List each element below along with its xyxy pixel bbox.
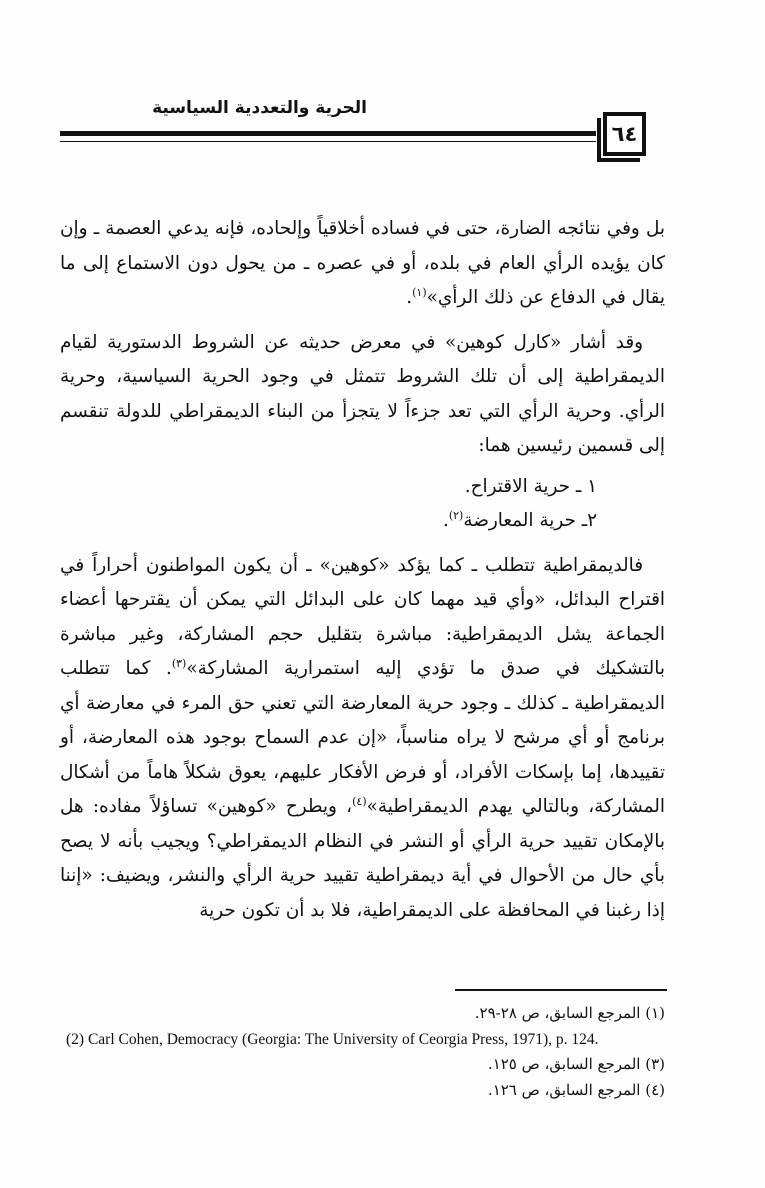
- list-item-2: [60, 504, 665, 539]
- footnote-1: (١) المرجع السابق، ص ٢٨-٢٩.: [474, 1004, 665, 1022]
- paragraph-3: [60, 549, 665, 929]
- footnote-separator: [455, 989, 667, 991]
- footnote-3: (٣) المرجع السابق، ص ١٢٥.: [487, 1055, 665, 1073]
- header-rule-thin: [60, 141, 596, 142]
- paragraph-1-text: بل وفي نتائجه الضارة، حتى في فساده أخلاقياً وإلحاده، فإنه يدعي العصمة ـ وإن كان يؤيده الرأي العام في بلده، أو في عصره ـ من يحول دون الاستماع إلى ما يقال في الدفاع عن ذلك الرأي»: [60, 218, 665, 308]
- paragraph-3-text-b: . كما تتطلب الديمقراطية ـ كذلك ـ وجود حرية المعارضة التي تعني حق المرء في معارضة أي برنامج أو أي مرشح لا يراه مناسباً، «إن عدم السماح بوجود هذه المعارضة، أو تقييدها، إما بإسكات الأفراد، أو فرض الأفكار عليهم، يعوق شكلاً هاماً من أشكال المشاركة، وبالتالي يهدم الديمقراطية»: [60, 658, 665, 817]
- paragraph-2: وقد أشار «كارل كوهين» في معرض حديثه عن الشروط الدستورية لقيام الديمقراطية إلى أن تلك الشروط تتمثل في وجود الحرية السياسية، وحرية الرأي. وحرية الرأي التي تعد جزءاً لا يتجزأ من البناء الديمقراطي للدولة تنقسم إلى قسمين رئيسين هما:: [60, 331, 665, 456]
- body-text: [60, 212, 665, 928]
- paragraph-3-text-a: فالديمقراطية تتطلب ـ كما يؤكد «كوهين» ـ أن يكون المواطنون أحراراً في اقتراح البدائل، «وأي قيد مهما كان على البدائل التي يمكن أن يقترحها أعضاء الجماعة يشل الديمقراطية: مباشرة بتقليل حجم المشاركة، وغير مباشرة بالتشكيك في صدق ما تؤدي إليه استمرارية المشاركة»: [60, 554, 665, 679]
- list-item-2-end: .: [442, 510, 449, 531]
- footnote-ref-4: (٤): [352, 794, 367, 808]
- footnote-ref-3: (٣): [171, 656, 187, 670]
- page-number: ٦٤: [603, 112, 646, 156]
- footnote-2: (2) Carl Cohen, Democracy (Georgia: The University of Ceorgia Press, 1971), p. 124.: [66, 1030, 599, 1048]
- paragraph-3-text-c: ، ويطرح «كوهين» تساؤلاً مفاده: هل بالإمكان تقييد حرية الرأي أو النشر في النظام الديمقراطي؟ ويجيب بأنه لا يصح بأي حال من الأحوال في أية ديمقراطية تقييد حرية الرأي والنشر، ويضيف: «إننا إذا رغبنا في المحافظة على الديمقراطية، فلا بد أن تكون حرية: [60, 796, 665, 921]
- footnote-ref-2: (٢): [448, 508, 464, 522]
- footnote-4: (٤) المرجع السابق، ص ١٢٦.: [487, 1080, 665, 1099]
- running-title: الحرية والتعددية السياسية: [152, 98, 367, 118]
- footnotes: [60, 1001, 665, 1103]
- paragraph-1: [60, 212, 665, 316]
- list-item-1: ١ ـ حرية الاقتراح.: [464, 475, 597, 497]
- list-item-2-text: ٢ـ حرية المعارضة: [463, 510, 597, 531]
- paragraph-1-end: .: [406, 287, 413, 308]
- header-rule-thick: [60, 131, 596, 136]
- footnote-ref-1: (١): [412, 285, 427, 299]
